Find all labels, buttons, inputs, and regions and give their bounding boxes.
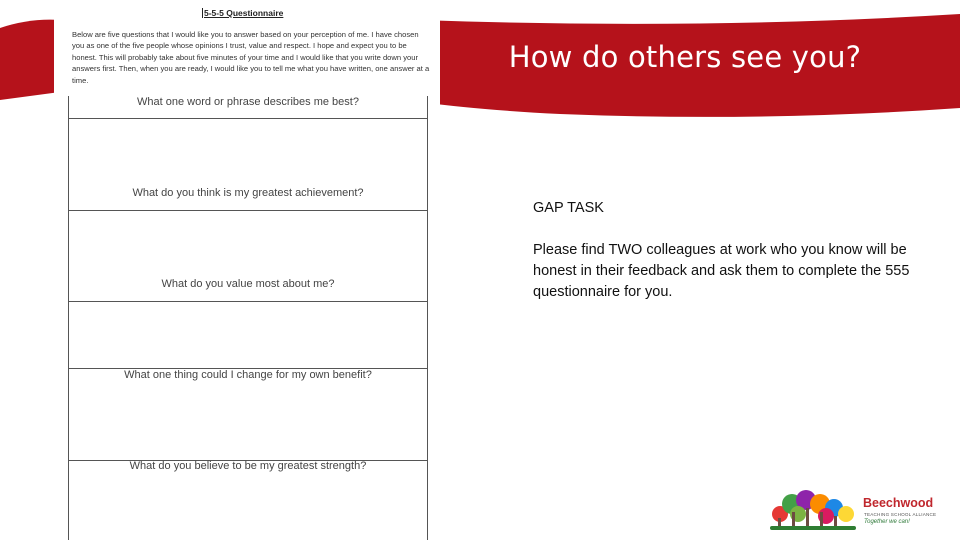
question-5: What do you believe to be my greatest strength? [129,460,367,472]
logo-name: Beechwood [863,496,934,510]
answer-box-2[interactable] [69,210,427,302]
question-1: What one word or phrase describes me best? [137,96,359,108]
question-2: What do you think is my greatest achievement? [132,187,364,199]
tree-icon [770,490,856,530]
banner-left-stripe [0,20,60,100]
slide-title: How do others see you? [508,40,862,74]
questionnaire-sheet [54,0,440,540]
table-row [69,96,427,119]
gap-task-heading: GAP TASK [533,200,604,216]
answer-box-4[interactable] [69,368,427,461]
answer-box-1[interactable] [69,118,427,211]
questionnaire-title-text: 5-5-5 Questionnaire [204,8,284,18]
questionnaire-title [202,8,283,18]
gap-task-panel [533,198,913,303]
logo-subtitle: TEACHING SCHOOL ALLIANCE [864,512,937,517]
question-3: What do you value most about me? [161,278,335,290]
question-4: What one thing could I change for my own benefit? [124,369,372,381]
questions-table [68,96,428,540]
gap-task-text: Please find TWO colleagues at work who you know will be honest in their feedback and ask them to complete the 555 questionnaire for you. [533,242,910,300]
questionnaire-intro: Below are five questions that I would like you to answer based on your perception of me. I have chosen you as one of the five people whose opinions I trust, value and respect. I hope and expect you to be honest. This will probably take about five minutes of your time and I would like that you write down your answers first. Then, when you are ready, I would like you to tell me what you have written, one answer at a time. [72,30,430,85]
logo-tagline: Together we can! [864,519,910,525]
answer-box-3[interactable] [69,301,427,369]
